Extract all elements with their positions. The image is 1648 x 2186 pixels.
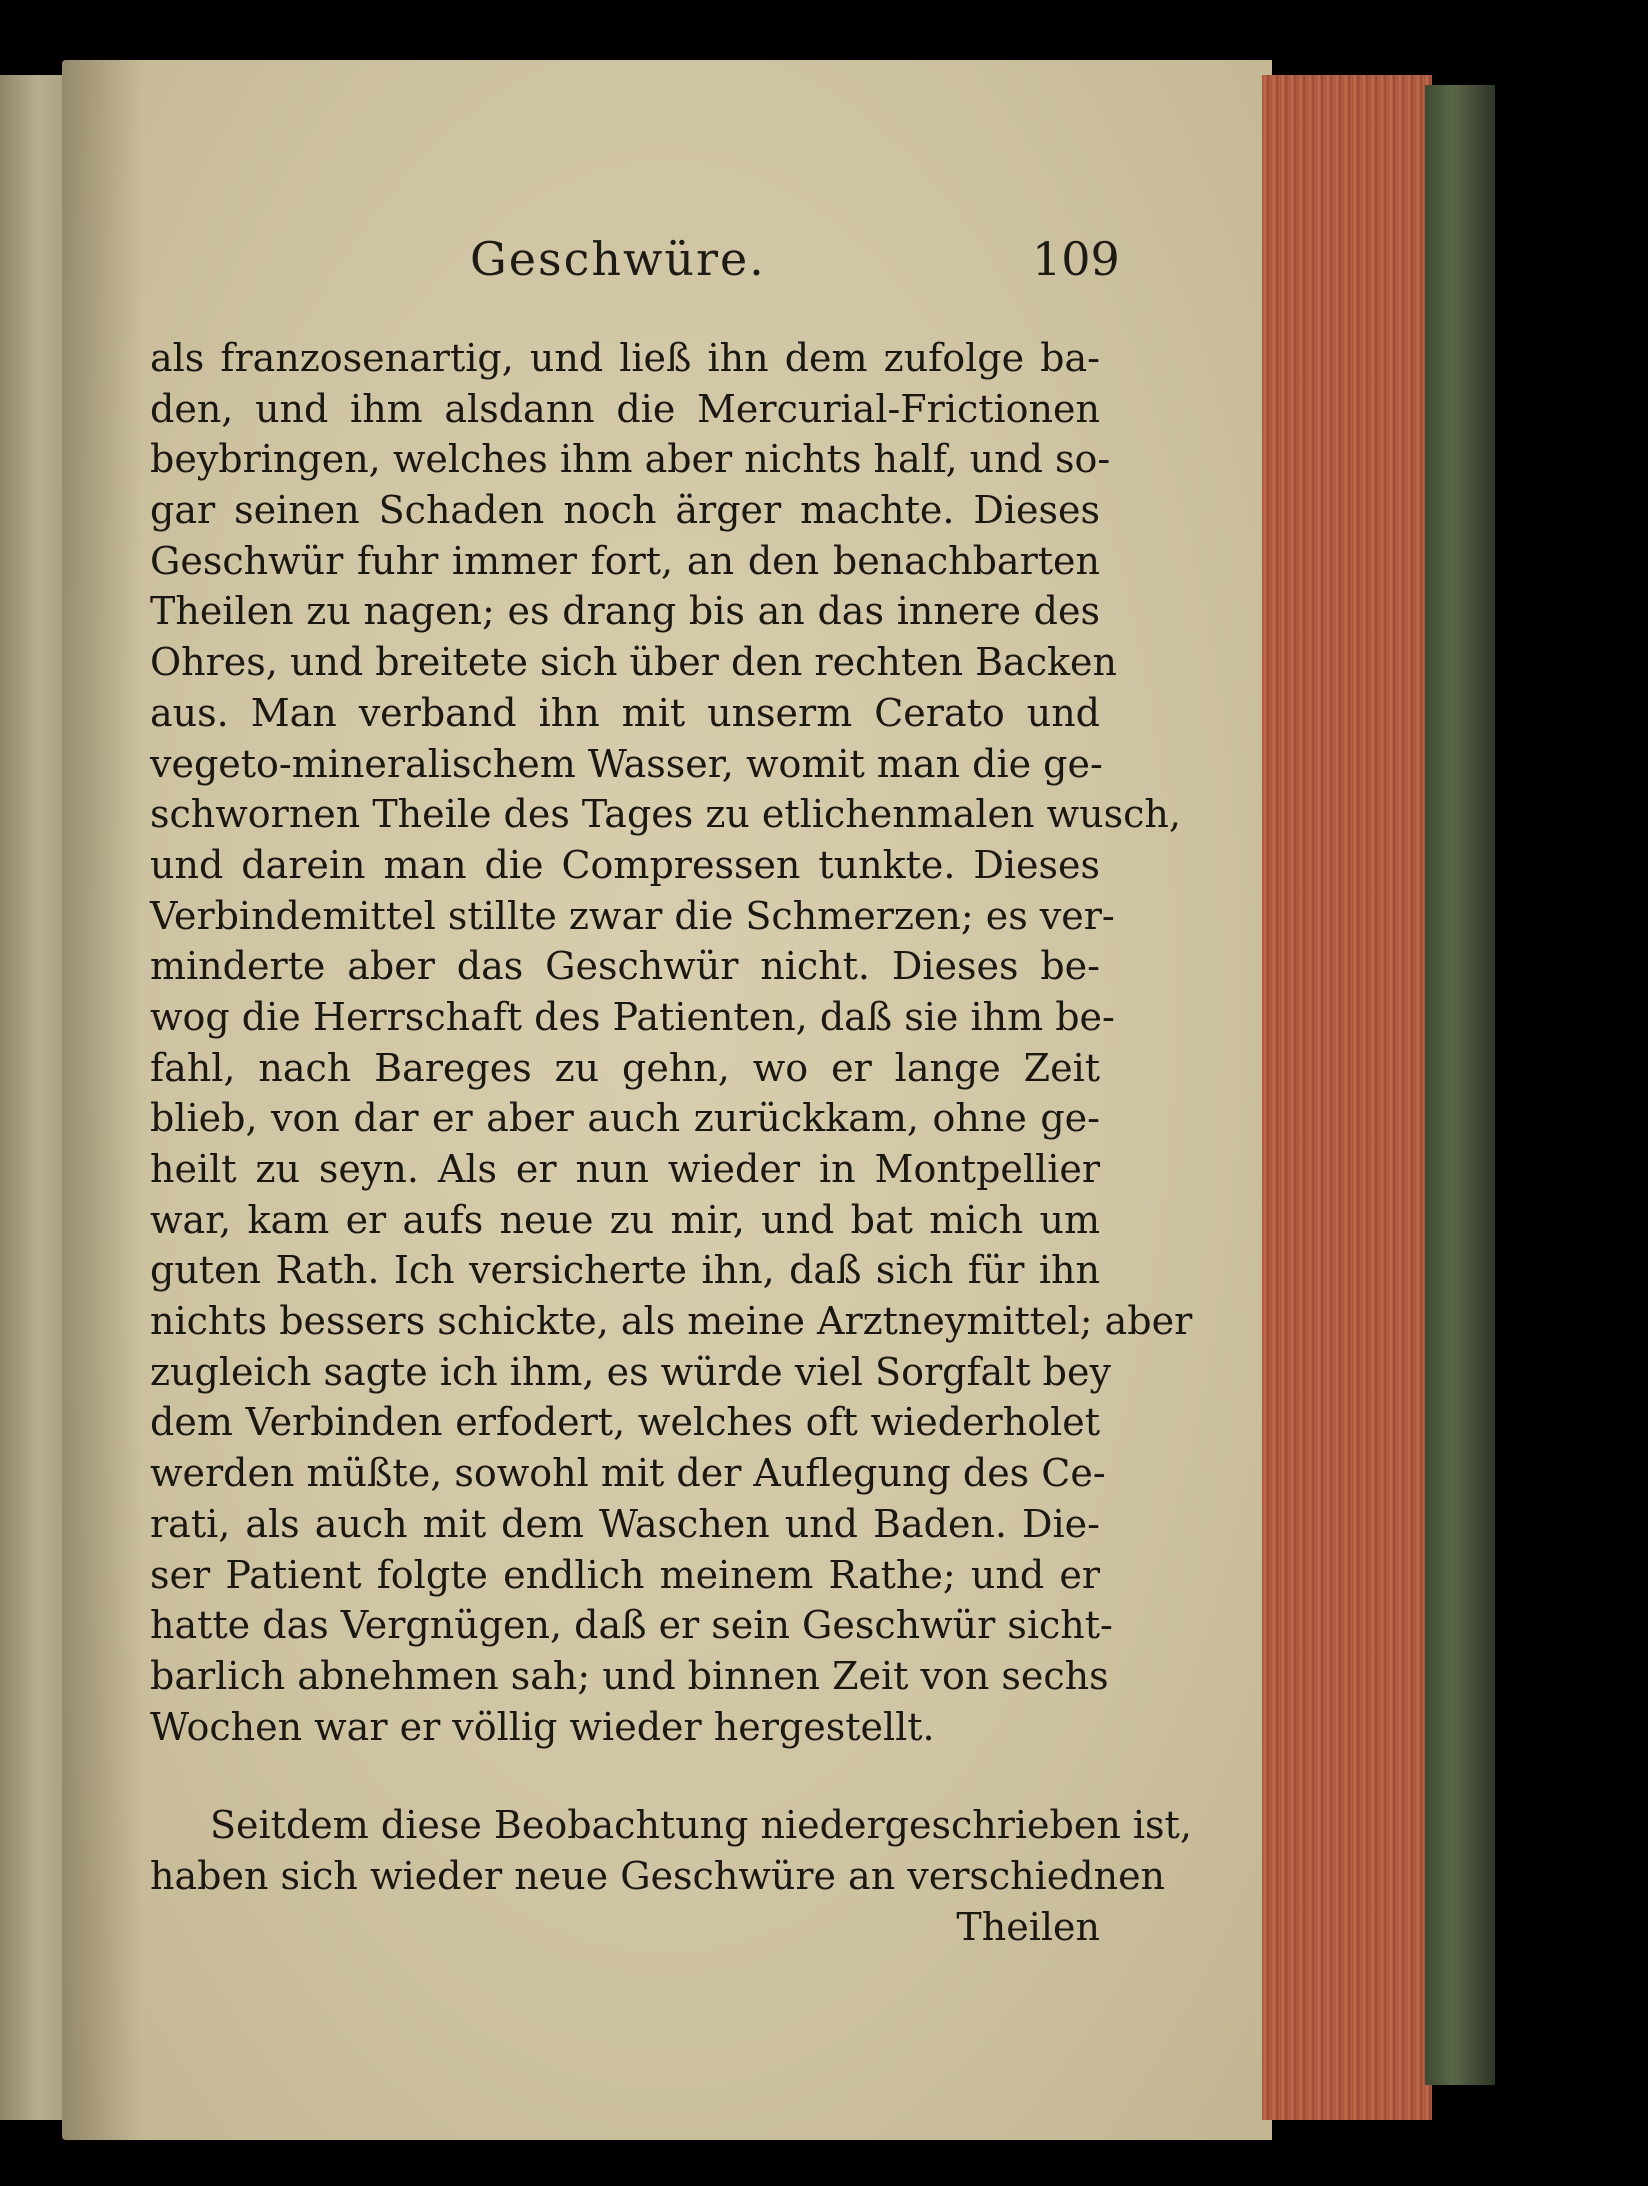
text-line: beybringen, welches ihm aber nichts half, und so- (150, 437, 1111, 482)
text-line: minderte aber das Geschwür nicht. Dieses be- (150, 944, 1100, 989)
text-line: Wochen war er völlig wieder hergestellt. (150, 1704, 935, 1749)
page-gutter-shadow (62, 60, 142, 2140)
text-line: ser Patient folgte endlich meinem Rathe; und er (150, 1552, 1100, 1597)
text-line: vegeto-mineralischem Wasser, womit man die ge- (150, 741, 1103, 786)
page-number: 109 (1032, 232, 1120, 286)
text-line: heilt zu seyn. Als er nun wieder in Montpellier (150, 1147, 1100, 1191)
page-block-edge (1262, 75, 1432, 2120)
text-line: aus. Man verband ihn mit unserm Cerato und (150, 690, 1100, 735)
text-line: wog die Herrschaft des Patienten, daß sie ihm be- (150, 994, 1115, 1039)
text-line: als franzosenartig, und ließ ihn dem zufolge ba- (150, 336, 1100, 380)
book-cover (1425, 85, 1495, 2085)
page-header (0, 232, 1648, 302)
text-line: hatte das Vergnügen, daß er sein Geschwür sicht- (150, 1603, 1113, 1648)
text-line: Geschwür fuhr immer fort, an den benachbarten (150, 538, 1100, 583)
body-text (150, 333, 1193, 1952)
text-line: Verbindemittel stillte zwar die Schmerzen; es ver- (150, 893, 1115, 938)
text-line: zugleich sagte ich ihm, es würde viel Sorgfalt bey (150, 1349, 1111, 1394)
text-line: den, und ihm alsdann die Mercurial-Frictionen (150, 386, 1100, 431)
facing-page-edge (0, 75, 70, 2120)
text-line: Theilen zu nagen; es drang bis an das innere des (150, 589, 1100, 634)
text-line: nichts bessers schickte, als meine Arztneymittel; aber (150, 1299, 1193, 1344)
text-line: barlich abnehmen sah; und binnen Zeit von sechs (150, 1653, 1109, 1698)
text-line: schwornen Theile des Tages zu etlichenmalen wusch, (150, 792, 1181, 837)
text-line: guten Rath. Ich versicherte ihn, daß sich für ihn (150, 1248, 1100, 1293)
text-line: fahl, nach Bareges zu gehn, wo er lange Zeit (150, 1045, 1100, 1090)
text-line: werden müßte, sowohl mit der Auflegung des Ce- (150, 1451, 1106, 1496)
text-line: gar seinen Schaden noch ärger machte. Dieses (150, 488, 1100, 533)
running-head: Geschwüre. (470, 232, 766, 286)
catchword: Theilen (956, 1904, 1100, 1949)
text-line: rati, als auch mit dem Waschen und Baden. Die- (150, 1501, 1100, 1546)
text-line: haben sich wieder neue Geschwüre an verschiednen (150, 1853, 1166, 1898)
text-line: Seitdem diese Beobachtung niedergeschrieben ist, (210, 1803, 1192, 1848)
text-line: und darein man die Compressen tunkte. Dieses (150, 842, 1100, 887)
text-line: war, kam er aufs neue zu mir, und bat mich um (150, 1197, 1100, 1242)
text-line: blieb, von dar er aber auch zurückkam, ohne ge- (150, 1096, 1100, 1141)
text-line: dem Verbinden erfodert, welches oft wiederholet (150, 1400, 1100, 1445)
text-line: Ohres, und breitete sich über den rechten Backen (150, 640, 1117, 685)
